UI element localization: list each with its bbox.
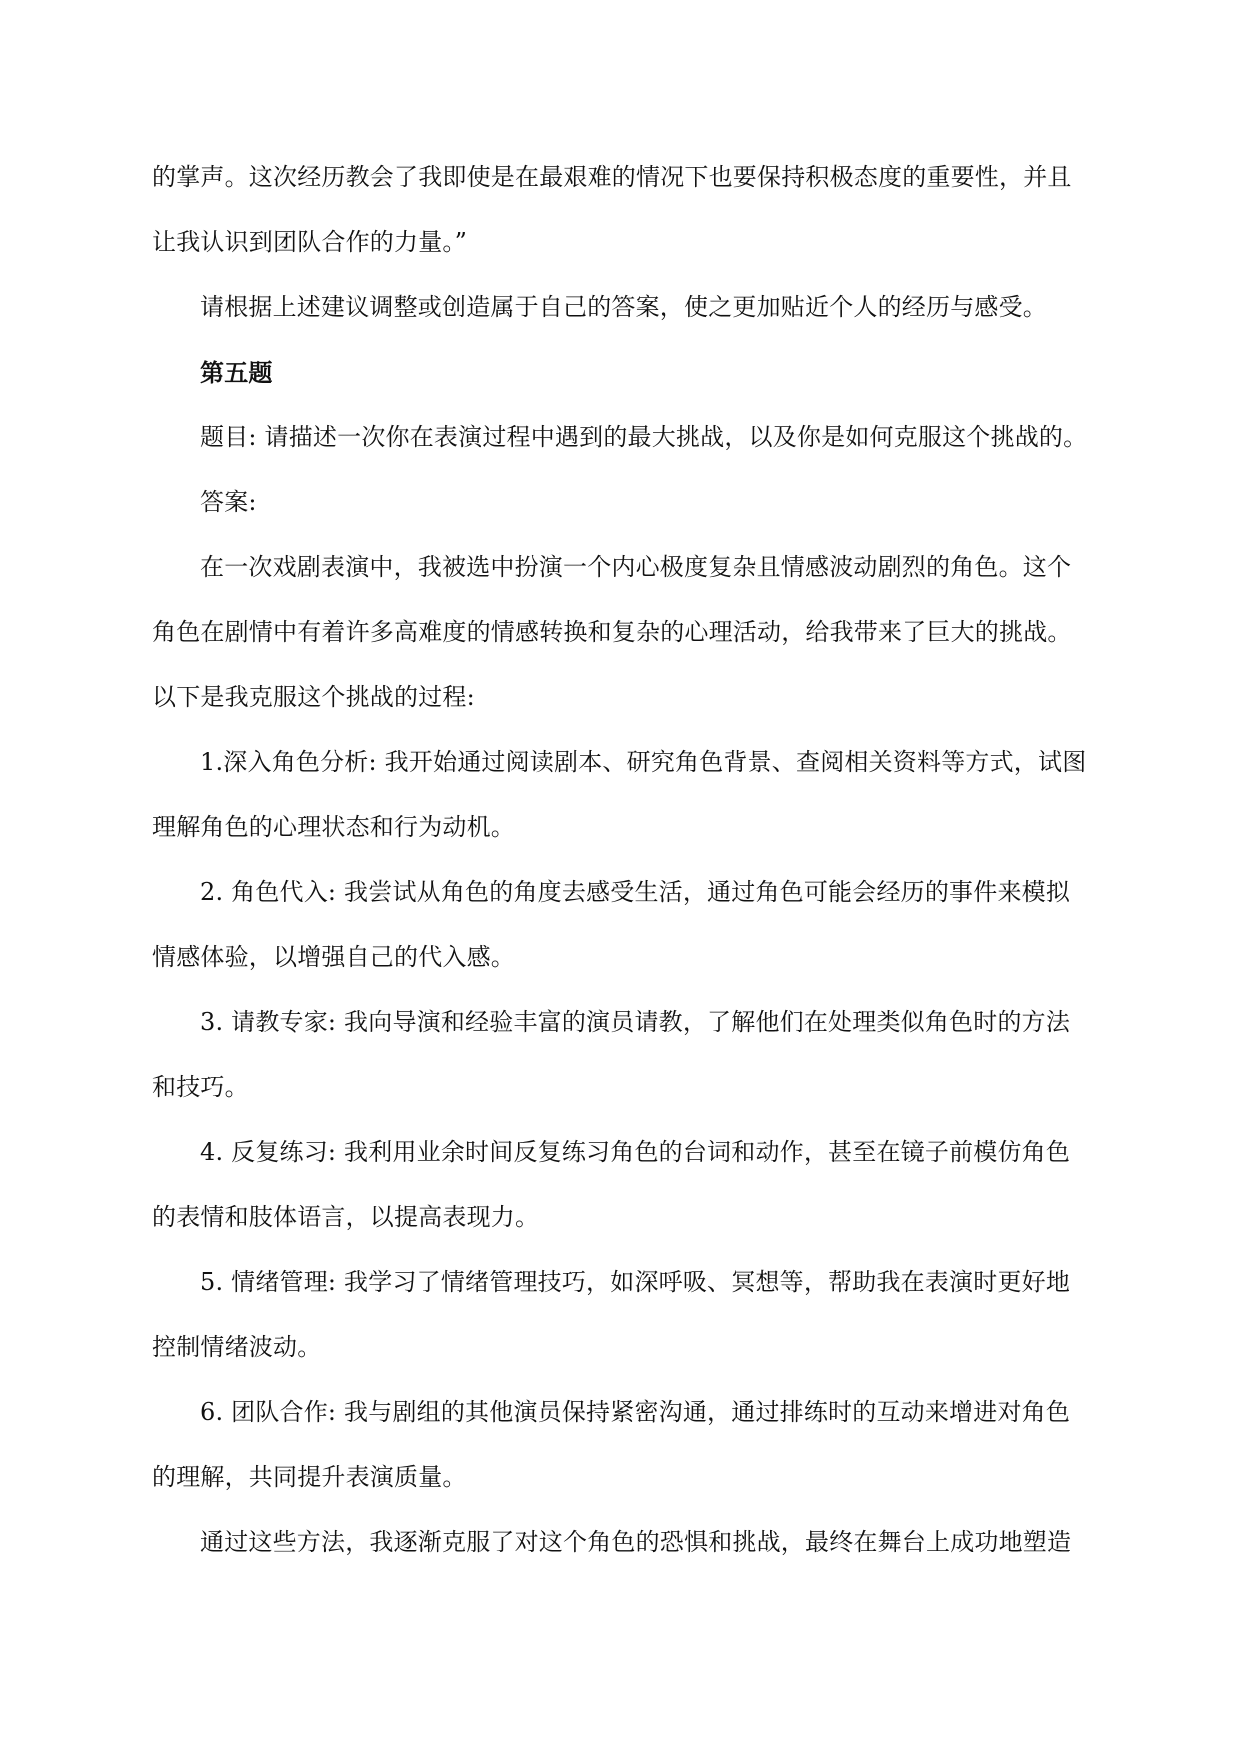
answer-label: 答案: — [200, 488, 257, 516]
answer-intro: 在一次戏剧表演中，我被选中扮演一个内心极度复杂且情感波动剧烈的角色。这个角色在剧情中有着许多高难度的情感转换和复杂的心理活动，给我带来了巨大的挑战。以下是我克服这个挑战的过程: — [152, 553, 1072, 711]
answer-step-4: 4. 反复练习: 我利用业余时间反复练习角色的台词和动作，甚至在镜子前模仿角色的表情和肢体语言，以提高表现力。 — [152, 1138, 1071, 1231]
section-heading: 第五题 — [200, 358, 273, 387]
answer-step-3: 3. 请教专家: 我向导演和经验丰富的演员请教，了解他们在处理类似角色时的方法和技巧。 — [152, 1008, 1071, 1101]
answer-conclusion: 通过这些方法，我逐渐克服了对这个角色的恐惧和挑战，最终在舞台上成功地塑造 — [200, 1528, 1072, 1556]
paragraph-continuation: 的掌声。这次经历教会了我即使是在最艰难的情况下也要保持积极态度的重要性，并且让我认识到团队合作的力量。” — [152, 163, 1072, 256]
answer-step-5: 5. 情绪管理: 我学习了情绪管理技巧，如深呼吸、冥想等，帮助我在表演时更好地控制情绪波动。 — [152, 1268, 1071, 1361]
answer-step-6: 6. 团队合作: 我与剧组的其他演员保持紧密沟通，通过排练时的互动来增进对角色的理解，共同提升表演质量。 — [152, 1398, 1071, 1491]
answer-step-1: 1.深入角色分析: 我开始通过阅读剧本、研究角色背景、查阅相关资料等方式，试图理解角色的心理状态和行为动机。 — [152, 748, 1087, 841]
paragraph-instruction: 请根据上述建议调整或创造属于自己的答案，使之更加贴近个人的经历与感受。 — [200, 293, 1047, 321]
document-page — [152, 145, 1092, 1575]
answer-step-2: 2. 角色代入: 我尝试从角色的角度去感受生活，通过角色可能会经历的事件来模拟情感体验，以增强自己的代入感。 — [152, 878, 1071, 971]
question-text: 题目: 请描述一次你在表演过程中遇到的最大挑战，以及你是如何克服这个挑战的。 — [200, 423, 1088, 451]
